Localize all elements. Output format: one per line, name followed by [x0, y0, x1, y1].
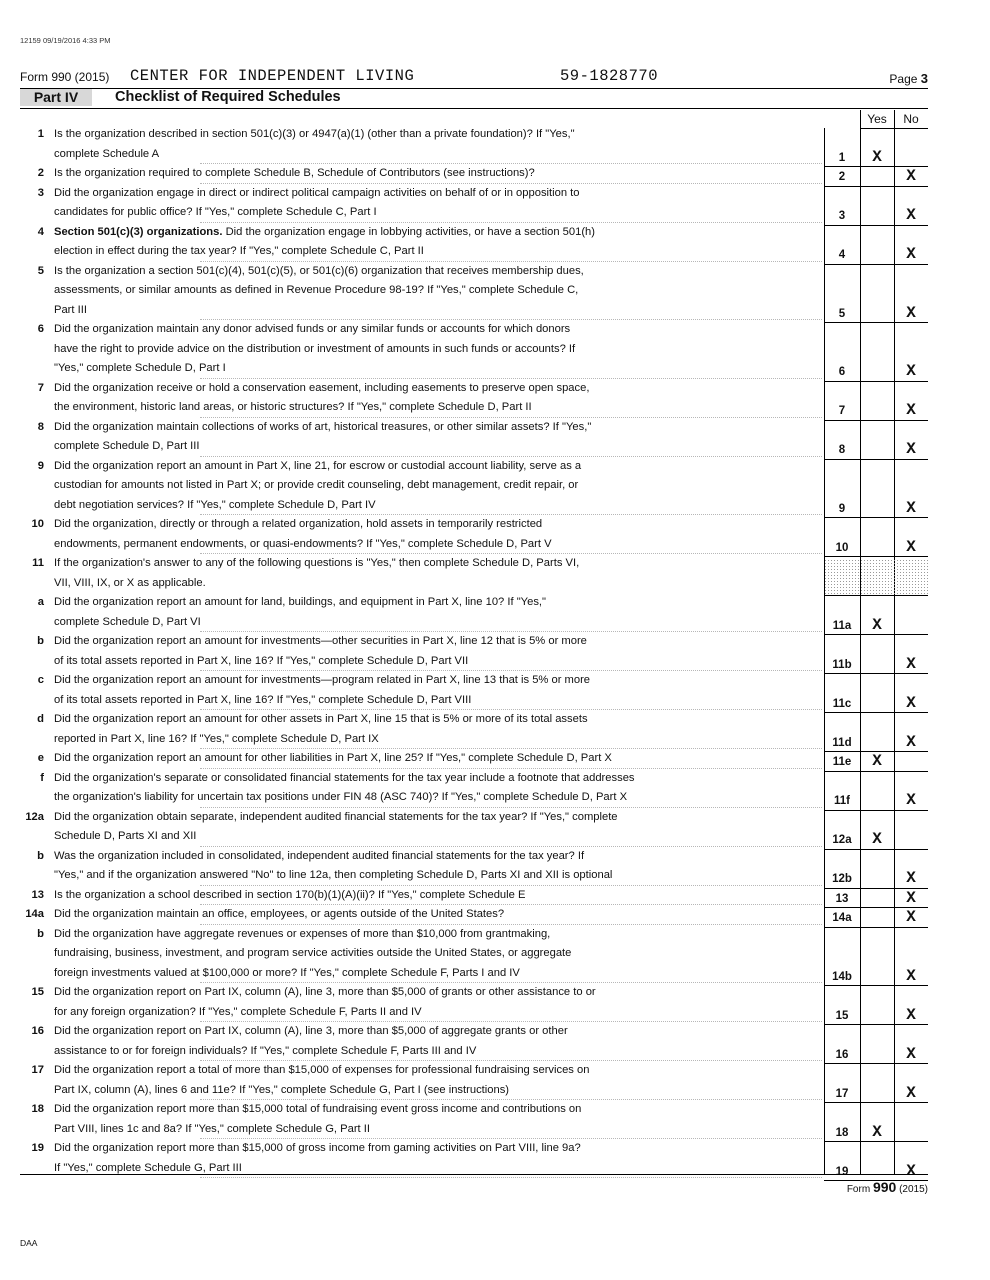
checklist-item	[20, 1103, 928, 1142]
part-title: Checklist of Required Schedules	[115, 89, 341, 105]
item-number: 13	[31, 888, 44, 901]
yes-checkbox-mark[interactable]: X	[872, 147, 882, 166]
item-text-line: Did the organization maintain collections of works of art, historical treasures, or other similar assets? If "Yes,"	[54, 420, 592, 433]
item-text-line: Did the organization report an amount for other assets in Part X, line 15 that is 5% or more of its total assets	[54, 713, 588, 725]
item-number: c	[37, 674, 44, 686]
no-checkbox-mark[interactable]: X	[906, 908, 916, 926]
dot-leader	[200, 319, 822, 320]
line-number-box: 6	[838, 366, 846, 378]
dot-leader	[200, 222, 822, 223]
item-text-line: of its total assets reported in Part X, line 16? If "Yes," complete Schedule D, Part VII	[54, 654, 469, 667]
form-header	[20, 66, 928, 89]
dot-leader	[200, 709, 822, 710]
yes-checkbox-mark[interactable]: X	[872, 615, 882, 634]
shaded-cell	[824, 559, 928, 596]
dot-leader	[200, 553, 822, 554]
line-number-box: 9	[838, 502, 846, 515]
item-number: 1	[37, 128, 44, 140]
dot-leader	[200, 1138, 822, 1139]
item-text-line: "Yes," complete Schedule D, Part I	[54, 362, 226, 374]
item-number: 11	[32, 557, 44, 569]
line-number-box: 4	[838, 249, 846, 261]
item-number: a	[37, 596, 44, 608]
item-text-line: foreign investments valued at $100,000 or more? If "Yes," complete Schedule F, Parts I and IV	[54, 966, 520, 979]
item-text-line: If the organization's answer to any of the following questions is "Yes," then complete Schedule D, Parts VI,	[54, 557, 580, 569]
item-number: 14a	[25, 908, 44, 920]
item-number: b	[37, 635, 44, 647]
dot-leader	[200, 904, 822, 905]
item-text-line: Is the organization a school described in section 170(b)(1)(A)(ii)? If "Yes," complete Schedule E	[54, 888, 526, 901]
no-checkbox-mark[interactable]: X	[906, 167, 916, 185]
dot-leader	[200, 1060, 822, 1061]
checklist-item	[20, 1064, 928, 1103]
checklist-item	[20, 518, 928, 557]
dot-leader	[200, 163, 822, 164]
checklist-item	[20, 850, 928, 889]
item-number: 10	[31, 518, 44, 530]
dot-leader	[200, 261, 822, 262]
checklist-item	[20, 713, 928, 752]
item-text-line: Did the organization, directly or through a related organization, hold assets in temporarily restricted	[54, 518, 543, 530]
no-checkbox-mark[interactable]: X	[906, 888, 916, 907]
item-text-line: Was the organization included in consolidated, independent audited financial statements for the tax year? If	[54, 849, 585, 862]
no-checkbox-mark[interactable]: X	[906, 498, 916, 517]
daa-label: DAA	[20, 1238, 38, 1248]
line-number-box: 11b	[832, 658, 852, 671]
item-text-line: Did the organization report more than $15,000 of gross income from gaming activities on Part VIII, line 9a?	[54, 1142, 581, 1154]
item-number: 4	[37, 225, 44, 238]
item-number: 18	[31, 1103, 44, 1115]
item-number: 6	[37, 323, 44, 335]
item-text-line: endowments, permanent endowments, or quasi-endowments? If "Yes," complete Schedule D, Part V	[54, 537, 552, 550]
checklist-item	[20, 596, 928, 635]
item-text-line: "Yes," and if the organization answered "No" to line 12a, then completing Schedule D, Parts XI and XII is optional	[54, 869, 613, 881]
no-checkbox-mark[interactable]: X	[906, 537, 916, 556]
line-number-box: 18	[835, 1126, 849, 1139]
item-number: b	[37, 927, 44, 940]
checklist-item	[20, 265, 928, 324]
no-checkbox-mark[interactable]: X	[906, 1044, 916, 1063]
dot-leader	[200, 378, 822, 379]
item-text-line: Schedule D, Parts XI and XII	[54, 830, 197, 842]
checklist-item	[20, 323, 928, 382]
no-checkbox-mark[interactable]: X	[906, 693, 916, 712]
footer-form-number: 990	[872, 1179, 897, 1195]
checklist-item	[20, 908, 928, 928]
yes-checkbox-mark[interactable]: X	[872, 1122, 882, 1141]
item-text-line: custodian for amounts not listed in Part X; or provide credit counseling, debt management, credit repair, or	[54, 479, 579, 491]
dot-leader	[200, 456, 822, 457]
item-number: 12a	[25, 810, 44, 823]
no-checkbox-mark[interactable]: X	[906, 732, 916, 751]
line-number-box: 13	[835, 892, 849, 905]
item-text-line: VII, VIII, IX, or X as applicable.	[54, 576, 206, 589]
item-text-line: debt negotiation services? If "Yes," complete Schedule D, Part IV	[54, 498, 376, 511]
no-checkbox-mark[interactable]: X	[906, 303, 916, 322]
item-text-line	[54, 226, 595, 238]
line-number-box: 11e	[832, 756, 852, 768]
footer-prefix: Form	[846, 1184, 871, 1195]
dot-leader	[200, 748, 822, 749]
item-bold-lead: Section 501(c)(3) organizations.	[54, 225, 223, 238]
item-text-line: Did the organization engage in direct or indirect political campaign activities on behalf of or in opposition to	[54, 186, 580, 199]
organization-name: CENTER FOR INDEPENDENT LIVING	[130, 67, 415, 85]
no-checkbox-mark[interactable]: X	[906, 440, 916, 458]
line-number-box: 5	[838, 307, 846, 320]
dot-leader	[200, 768, 822, 769]
line-number-box: 17	[835, 1087, 849, 1100]
line-number-box: 10	[835, 541, 849, 554]
employer-id-number: 59-1828770	[560, 67, 659, 85]
item-text-line: the environment, historic land areas, or historic structures? If "Yes," complete Schedule D, Part II	[54, 401, 532, 413]
item-text-line: fundraising, business, investment, and program service activities outside the United States, or aggregate	[54, 947, 572, 959]
form-label: Form 990 (2015)	[20, 70, 110, 84]
footer-year: (2015)	[899, 1184, 928, 1195]
dot-leader	[200, 885, 822, 886]
item-text-line: Part III	[54, 303, 87, 316]
dot-leader	[200, 924, 822, 925]
item-text-line: candidates for public office? If "Yes," complete Schedule C, Part I	[54, 206, 377, 218]
checklist-item	[20, 460, 928, 519]
dot-leader	[200, 807, 822, 808]
item-text: Did the organization engage in lobbying activities, or have a section 501(h)	[222, 225, 595, 238]
checklist-item	[20, 557, 928, 596]
checklist-item	[20, 382, 928, 421]
no-checkbox-mark[interactable]: X	[906, 791, 916, 809]
footer-form-label	[847, 1179, 928, 1195]
line-number-box: 12b	[832, 873, 852, 885]
item-number: 17	[31, 1064, 44, 1076]
item-text-line: Did the organization report a total of more than $15,000 of expenses for professional fundraising services on	[54, 1064, 590, 1076]
line-number-box: 1	[838, 151, 846, 164]
line-number-box: 11d	[832, 736, 852, 749]
checklist-item	[20, 635, 928, 674]
checklist-item	[20, 811, 928, 850]
checklist-item	[20, 752, 928, 772]
item-text-line: If "Yes," complete Schedule G, Part III	[54, 1161, 242, 1174]
checklist-item	[20, 421, 928, 460]
item-number: 16	[31, 1025, 44, 1037]
line-number-box: 19	[835, 1165, 849, 1178]
no-checkbox-mark[interactable]: X	[906, 869, 916, 887]
dot-leader	[200, 183, 822, 184]
item-text-line: Did the organization report more than $15,000 total of fundraising event gross income and contributions on	[54, 1103, 582, 1115]
item-text-line: have the right to provide advice on the distribution or investment of amounts in such funds or accounts? If	[54, 342, 576, 355]
item-text-line: complete Schedule D, Part III	[54, 440, 200, 452]
item-text-line: Did the organization report an amount for investments—other securities in Part X, line 12 that is 5% or more	[54, 635, 587, 647]
item-number: 8	[37, 420, 44, 433]
item-number: 19	[31, 1142, 44, 1154]
checklist-item	[20, 1025, 928, 1064]
item-text-line: Did the organization obtain separate, independent audited financial statements for the tax year? If "Yes," complete	[54, 810, 618, 823]
item-text-line: complete Schedule A	[54, 147, 160, 160]
item-text-line: of its total assets reported in Part X, line 16? If "Yes," complete Schedule D, Part VIII	[54, 693, 472, 706]
no-checkbox-mark[interactable]: X	[906, 966, 916, 985]
item-text-line: the organization's liability for uncertain tax positions under FIN 48 (ASC 740)? If "Yes," complete Schedule D, Part X	[54, 791, 628, 803]
line-number-box: 11a	[832, 619, 852, 632]
item-number: 2	[37, 167, 44, 179]
yes-column-header: Yes	[860, 110, 894, 129]
checklist-item	[20, 1142, 928, 1181]
item-text-line: Did the organization receive or hold a conservation easement, including easements to preserve open space,	[54, 381, 590, 394]
line-number-box: 14b	[832, 970, 852, 983]
checklist-item	[20, 187, 928, 226]
dot-leader	[200, 514, 822, 515]
page-prefix: Page	[889, 72, 918, 86]
line-number-box: 3	[838, 210, 846, 222]
item-number: 15	[31, 986, 44, 998]
dot-leader	[200, 1021, 822, 1022]
dot-leader	[200, 982, 822, 983]
item-text-line: Did the organization report an amount in Part X, line 21, for escrow or custodial account liability, serve as a	[54, 459, 582, 472]
checklist-item	[20, 772, 928, 811]
item-text-line: Part IX, column (A), lines 6 and 11e? If "Yes," complete Schedule G, Part I (see instructions)	[54, 1083, 510, 1096]
item-number: f	[40, 771, 44, 784]
line-number-box: 15	[835, 1009, 849, 1022]
item-text-line: Is the organization required to complete Schedule B, Schedule of Contributors (see instructions)?	[54, 167, 535, 179]
no-checkbox-mark[interactable]: X	[906, 654, 916, 673]
item-number: 5	[37, 264, 44, 277]
dot-leader	[200, 1177, 822, 1178]
checklist-item	[20, 986, 928, 1025]
item-text-line: Did the organization maintain an office, employees, or agents outside of the United States?	[54, 908, 505, 920]
checklist-item	[20, 226, 928, 265]
checklist-item	[20, 128, 928, 167]
item-text-line: Did the organization report an amount for other liabilities in Part X, line 25? If "Yes," complete Schedule D, Part X	[54, 752, 612, 764]
yes-checkbox-mark[interactable]: X	[872, 830, 882, 848]
item-number: d	[37, 713, 44, 725]
print-timestamp: 12159 09/19/2016 4:33 PM	[20, 36, 111, 45]
item-number: 7	[37, 381, 44, 394]
line-number-box: 12a	[832, 834, 852, 846]
no-checkbox-mark[interactable]: X	[906, 245, 916, 263]
no-checkbox-mark[interactable]: X	[906, 1083, 916, 1102]
page-number	[889, 71, 928, 86]
item-number: b	[37, 849, 44, 862]
dot-leader	[200, 670, 822, 671]
dot-leader	[200, 846, 822, 847]
item-text-line: assistance to or for foreign individuals? If "Yes," complete Schedule F, Parts III and IV	[54, 1044, 477, 1057]
dot-leader	[200, 417, 822, 418]
item-text-line: Part VIII, lines 1c and 8a? If "Yes," complete Schedule G, Part II	[54, 1122, 370, 1135]
dot-leader	[200, 631, 822, 632]
item-number: 9	[37, 459, 44, 472]
page-number-value: 3	[920, 71, 928, 86]
no-checkbox-mark[interactable]: X	[906, 1161, 916, 1180]
item-text-line: complete Schedule D, Part VI	[54, 615, 201, 628]
line-number-box: 2	[838, 171, 846, 183]
item-text-line: Did the organization report an amount for land, buildings, and equipment in Part X, line 10? If "Yes,"	[54, 596, 547, 608]
checklist-item	[20, 674, 928, 713]
item-text-line: Did the organization report an amount for investments—program related in Part X, line 13 that is 5% or more	[54, 674, 591, 686]
no-checkbox-mark[interactable]: X	[906, 206, 916, 224]
item-text-line: Is the organization a section 501(c)(4), 501(c)(5), or 501(c)(6) organization that receives membership dues,	[54, 264, 584, 277]
no-column-header: No	[894, 110, 928, 129]
dot-leader	[200, 1099, 822, 1100]
item-text-line: reported in Part X, line 16? If "Yes," complete Schedule D, Part IX	[54, 732, 379, 745]
no-checkbox-mark[interactable]: X	[906, 401, 916, 419]
no-checkbox-mark[interactable]: X	[906, 1005, 916, 1024]
item-text-line: Did the organization have aggregate revenues or expenses of more than $10,000 from grantmaking,	[54, 927, 551, 940]
line-number-box: 8	[838, 444, 846, 456]
line-number-box: 11f	[834, 795, 850, 807]
line-number-box: 14a	[832, 912, 852, 924]
line-number-box: 7	[838, 405, 846, 417]
item-number: 3	[37, 186, 44, 199]
checklist-item	[20, 928, 928, 987]
footer-rule	[20, 1174, 928, 1175]
item-text-line: Did the organization maintain any donor advised funds or any similar funds or accounts for which donors	[54, 323, 571, 335]
checklist-item	[20, 167, 928, 187]
item-text-line: for any foreign organization? If "Yes," complete Schedule F, Parts II and IV	[54, 1005, 422, 1018]
item-text-line: Did the organization's separate or consolidated financial statements for the tax year include a footnote that addresses	[54, 771, 635, 784]
line-number-box: 16	[835, 1048, 849, 1061]
line-number-box: 11c	[832, 697, 852, 710]
item-text-line: Is the organization described in section 501(c)(3) or 4947(a)(1) (other than a private foundation)? If "Yes,"	[54, 128, 575, 140]
item-text-line: Did the organization report on Part IX, column (A), line 3, more than $5,000 of aggregate grants or other	[54, 1025, 568, 1037]
item-text-line: Did the organization report on Part IX, column (A), line 3, more than $5,000 of grants or other assistance to or	[54, 986, 596, 998]
item-text-line: assessments, or similar amounts as defined in Revenue Procedure 98-19? If "Yes," complete Schedule C,	[54, 284, 579, 296]
yes-checkbox-mark[interactable]: X	[872, 752, 882, 770]
no-checkbox-mark[interactable]: X	[906, 362, 916, 380]
item-number: e	[37, 752, 44, 764]
part-tag: Part IV	[20, 89, 92, 106]
item-text-line: election in effect during the tax year? If "Yes," complete Schedule C, Part II	[54, 245, 424, 257]
checklist-item	[20, 889, 928, 909]
part-header	[20, 88, 928, 109]
